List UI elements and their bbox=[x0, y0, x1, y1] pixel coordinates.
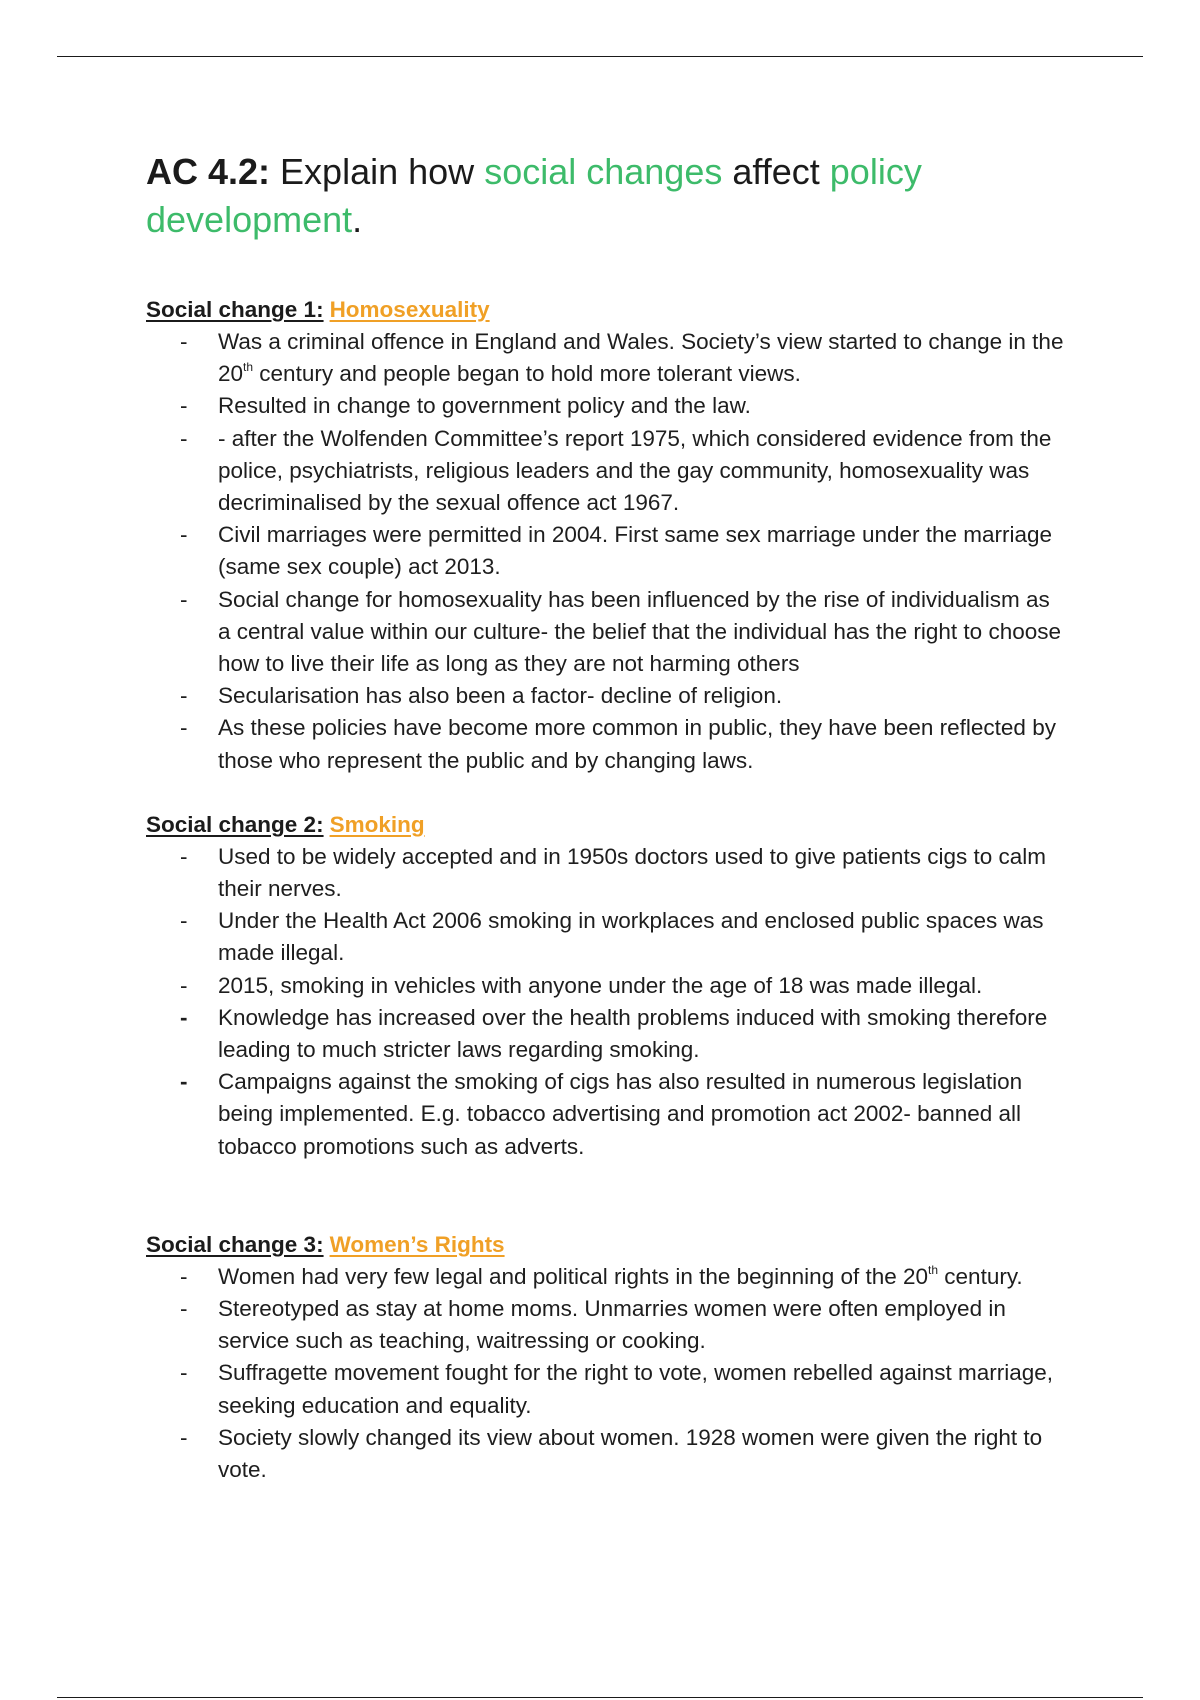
title-part-2: affect bbox=[732, 151, 820, 192]
bullet-dash: - bbox=[180, 715, 188, 741]
list-item: - Under the Health Act 2006 smoking in workplaces and enclosed public spaces was made illegal. bbox=[146, 905, 1066, 969]
section-heading bbox=[146, 294, 1066, 326]
list-item: - Women had very few legal and political rights in the beginning of the 20th century. bbox=[146, 1261, 1066, 1293]
section-topic: Women’s Rights bbox=[329, 1231, 505, 1257]
list-item: - Was a criminal offence in England and Wales. Society’s view started to change in the 20th century and people began to hold more tolerant views. bbox=[146, 326, 1066, 390]
list-item: - Society slowly changed its view about women. 1928 women were given the right to vote. bbox=[146, 1422, 1066, 1486]
section-heading bbox=[146, 1229, 1066, 1261]
title-prefix: AC 4.2: bbox=[146, 151, 271, 192]
bullet-list bbox=[146, 841, 1066, 1163]
section-heading bbox=[146, 809, 1066, 841]
section-homosexuality bbox=[146, 294, 1066, 777]
section-label: Social change 1: bbox=[146, 297, 324, 322]
bullet-dash: - bbox=[180, 329, 188, 354]
list-item: - Suffragette movement fought for the right to vote, women rebelled against marriage, seeking education and equality. bbox=[146, 1357, 1066, 1421]
list-item: - Civil marriages were permitted in 2004. First same sex marriage under the marriage (same sex couple) act 2013. bbox=[146, 519, 1066, 583]
bullet-dash: - bbox=[180, 1004, 188, 1030]
bullet-dash: - bbox=[180, 393, 188, 419]
bullet-dash: - bbox=[180, 1424, 188, 1450]
bullet-dash: - bbox=[180, 1069, 188, 1095]
bullet-dash: - bbox=[180, 1360, 188, 1386]
bullet-list bbox=[146, 1261, 1066, 1486]
section-label: Social change 3: bbox=[146, 1231, 324, 1257]
section-topic: Homosexuality bbox=[329, 297, 490, 322]
list-item: - Social change for homosexuality has been influenced by the rise of individualism as a central value within our culture- the belief that the individual has the right to choose how to live their life as long as they are not harming others bbox=[146, 584, 1066, 681]
header-rule bbox=[57, 56, 1143, 57]
bullet-dash: - bbox=[180, 522, 188, 548]
title-highlight-policy-development: policy development bbox=[146, 151, 922, 240]
bullet-dash: - bbox=[180, 425, 188, 451]
list-item: - As these policies have become more common in public, they have been reflected by those who represent the public and by changing laws. bbox=[146, 712, 1066, 776]
list-item: - 2015, smoking in vehicles with anyone under the age of 18 was made illegal. bbox=[146, 970, 1066, 1002]
title-highlight-social-changes: social changes bbox=[484, 151, 723, 192]
section-topic: Smoking bbox=[329, 811, 425, 837]
section-smoking bbox=[146, 809, 1066, 1163]
page-title bbox=[146, 148, 1066, 244]
document-body bbox=[146, 148, 1066, 1486]
list-item: - Secularisation has also been a factor- decline of religion. bbox=[146, 680, 1066, 712]
list-item: - Campaigns against the smoking of cigs has also resulted in numerous legislation being implemented. E.g. tobacco advertising and promotion act 2002- banned all tobacco promotions such as adverts. bbox=[146, 1066, 1066, 1163]
bullet-dash: - bbox=[180, 972, 188, 998]
bullet-dash: - bbox=[180, 1296, 188, 1322]
bullet-dash: - bbox=[180, 683, 188, 709]
section-label: Social change 2: bbox=[146, 811, 324, 837]
list-item: - Stereotyped as stay at home moms. Unmarries women were often employed in service such as teaching, waitressing or cooking. bbox=[146, 1293, 1066, 1357]
footer-rule bbox=[57, 1697, 1143, 1698]
bullet-dash: - bbox=[180, 586, 188, 612]
list-item: - Resulted in change to government policy and the law. bbox=[146, 390, 1066, 422]
bullet-dash: - bbox=[180, 1263, 188, 1289]
title-suffix: . bbox=[352, 199, 363, 240]
bullet-dash: - bbox=[180, 843, 188, 869]
bullet-dash: - bbox=[180, 908, 188, 934]
list-item: - Knowledge has increased over the health problems induced with smoking therefore leading to much stricter laws regarding smoking. bbox=[146, 1002, 1066, 1066]
list-item: - Used to be widely accepted and in 1950s doctors used to give patients cigs to calm their nerves. bbox=[146, 841, 1066, 905]
bullet-list bbox=[146, 326, 1066, 777]
list-item: - - after the Wolfenden Committee’s report 1975, which considered evidence from the police, psychiatrists, religious leaders and the gay community, homosexuality was decriminalised by the sexual offence act 1967. bbox=[146, 423, 1066, 520]
title-part-1: Explain how bbox=[280, 151, 475, 192]
section-womens-rights bbox=[146, 1229, 1066, 1486]
